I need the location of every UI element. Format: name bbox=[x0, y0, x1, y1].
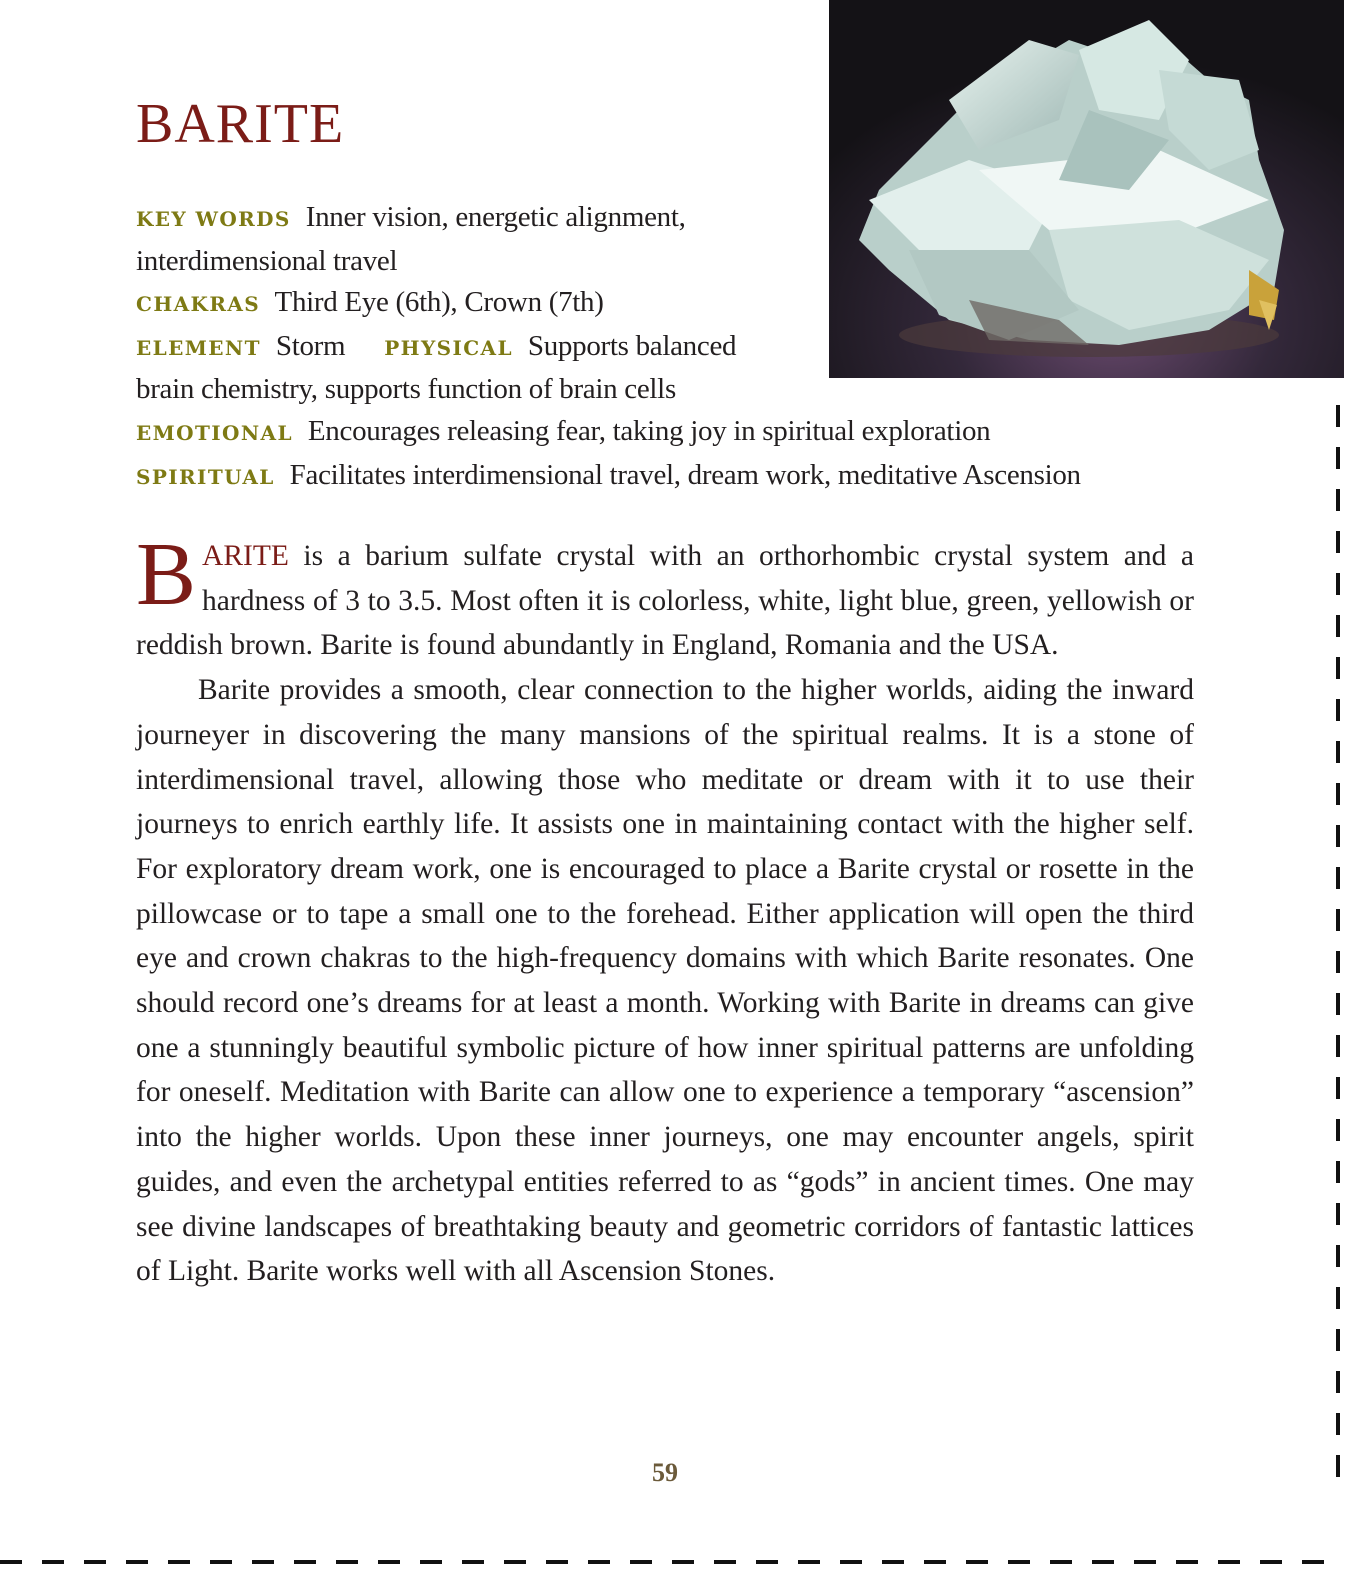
paragraph-2: Barite provides a smooth, clear connection to the higher worlds, aiding the inward journeyer in discovering the many mansions of the spiritual realms. It is a stone of interdimensional travel, allowing those who meditate or dream with it to use their journeys to enrich earthly life. It assists one in maintaining contact with the higher self. For exploratory dream work, one is encouraged to place a Barite crystal or rosette in the pillowcase or to tape a small one to the forehead. Either application will open the third eye and crown chakras to the high-frequency domains with which Barite resonates. One should record one’s dreams for at least a month. Working with Barite in dreams can give one a stunningly beautiful symbolic picture of how inner spiritual patterns are unfolding for oneself. Meditation with Barite can allow one to experience a temporary “ascension” into the higher worlds. Upon these inner journeys, one may encounter angels, spirit guides, and even the archetypal entities referred to as “gods” in ancient times. One may see divine landscapes of breathtaking beauty and geometric corridors of fantastic lattices of Light. Barite works well with all Ascension Stones. bbox=[136, 674, 1194, 1288]
physical-label: PHYSICAL bbox=[384, 335, 513, 360]
lead-word: ARITE bbox=[202, 540, 289, 572]
page-number: 59 bbox=[652, 1458, 678, 1487]
emotional-value: Encourages releasing fear, taking joy in spiritual exploration bbox=[307, 414, 991, 447]
physical-value-cont: brain chemistry, supports function of brain cells bbox=[136, 373, 676, 406]
element-physical-row bbox=[136, 326, 1206, 370]
drop-cap: B bbox=[136, 525, 197, 624]
element-label: ELEMENT bbox=[136, 335, 261, 360]
body-text bbox=[136, 525, 1194, 1294]
paragraph-1 bbox=[136, 525, 1194, 668]
emotional-label: EMOTIONAL bbox=[136, 420, 293, 445]
spiritual-label: SPIRITUAL bbox=[136, 464, 275, 489]
key-words-value-cont: interdimensional travel bbox=[136, 244, 398, 277]
usa-abbrev: USA bbox=[992, 629, 1052, 662]
spiritual-row bbox=[136, 455, 1206, 499]
emotional-row bbox=[136, 411, 1206, 455]
paragraph-1-text: is a barium sulfate crystal with an orthorhombic crystal system and a hardness of 3 to 3.5. Most often it is colorless, white, light blue, green, yellowish or reddish brown. Barite is found abundantly in England, Romania and the bbox=[136, 540, 1194, 662]
key-words-value: Inner vision, energetic alignment, bbox=[305, 201, 686, 233]
key-words-label: KEY WORDS bbox=[136, 207, 291, 231]
spiritual-value: Facilitates interdimensional travel, dream work, meditative Ascension bbox=[289, 458, 1081, 491]
right-edge-marks bbox=[1336, 405, 1344, 1497]
chakras-row bbox=[136, 282, 1206, 326]
page-title: BARITE bbox=[136, 93, 345, 155]
key-words-row bbox=[136, 197, 1206, 241]
properties-block bbox=[136, 197, 1206, 498]
paragraph-1-end: . bbox=[1051, 629, 1059, 662]
bottom-edge-marks bbox=[0, 1560, 1347, 1566]
chakras-label: CHAKRAS bbox=[136, 292, 261, 317]
element-value: Storm bbox=[275, 329, 346, 362]
chakras-value: Third Eye (6th), Crown (7th) bbox=[274, 286, 604, 319]
physical-value: Supports balanced bbox=[527, 329, 737, 362]
